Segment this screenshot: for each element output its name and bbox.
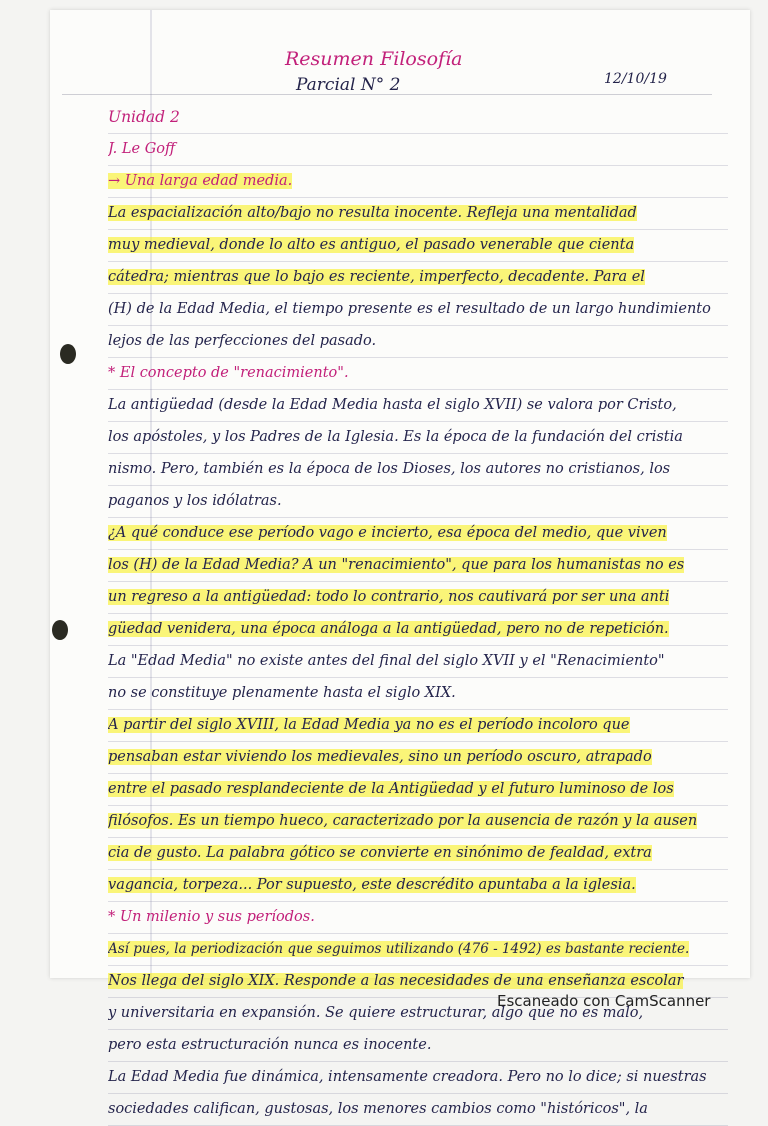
text-line <box>108 678 728 710</box>
text-line <box>108 1094 728 1126</box>
text-line-content: → Una larga edad media. <box>108 173 293 189</box>
text-line-content: güedad venidera, una época análoga a la antigüedad, pero no de repetición. <box>108 621 669 637</box>
text-line <box>108 134 728 166</box>
binder-hole <box>52 620 68 640</box>
text-line-content: no se constituye plenamente hasta el siglo XIX. <box>108 685 456 701</box>
text-line <box>108 646 728 678</box>
scanner-watermark: Escaneado con CamScanner <box>497 992 711 1010</box>
text-line <box>108 102 728 134</box>
text-line <box>108 774 728 806</box>
text-line-content: filósofos. Es un tiempo hueco, caracterizado por la ausencia de razón y la ausen <box>108 813 698 829</box>
page-title: Resumen Filosofía <box>285 48 463 70</box>
text-line <box>108 262 728 294</box>
text-line-content: (H) de la Edad Media, el tiempo presente es el resultado de un largo hundimiento <box>108 301 711 317</box>
text-line-content: cia de gusto. La palabra gótico se convierte en sinónimo de fealdad, extra <box>108 845 652 861</box>
text-line-content: La espacialización alto/bajo no resulta inocente. Refleja una mentalidad <box>108 205 637 221</box>
text-line <box>108 550 728 582</box>
text-line <box>108 870 728 902</box>
text-line-content: lejos de las perfecciones del pasado. <box>108 333 377 349</box>
text-line <box>108 518 728 550</box>
text-line-content: nismo. Pero, también es la época de los Dioses, los autores no cristianos, los <box>108 461 671 477</box>
handwritten-text-body <box>108 102 728 1126</box>
text-line <box>108 902 728 934</box>
text-line <box>108 390 728 422</box>
text-line <box>108 838 728 870</box>
text-line <box>108 326 728 358</box>
text-line <box>108 934 728 966</box>
text-line <box>108 454 728 486</box>
binder-hole <box>60 344 76 364</box>
text-line-content: La antigüedad (desde la Edad Media hasta el siglo XVII) se valora por Cristo, <box>108 397 677 413</box>
text-line-content: paganos y los idólatras. <box>108 493 282 509</box>
text-line-content: cátedra; mientras que lo bajo es reciente, imperfecto, decadente. Para el <box>108 269 645 285</box>
text-line-content: muy medieval, donde lo alto es antiguo, el pasado venerable que cienta <box>108 237 635 253</box>
text-line-content: Así pues, la periodización que seguimos utilizando (476 - 1492) es bastante reciente. <box>108 941 690 957</box>
text-line-content: pero esta estructuración nunca es inocente. <box>108 1037 432 1053</box>
text-line-content: pensaban estar viviendo los medievales, sino un período oscuro, atrapado <box>108 749 652 765</box>
text-line-content: Unidad 2 <box>108 108 180 126</box>
text-line-content: vagancia, torpeza... Por supuesto, este descrédito apuntaba a la iglesia. <box>108 877 636 893</box>
text-line <box>108 710 728 742</box>
text-line <box>108 166 728 198</box>
text-line <box>108 614 728 646</box>
text-line-content: * Un milenio y sus períodos. <box>108 909 315 925</box>
text-line <box>108 742 728 774</box>
text-line-content: J. Le Goff <box>108 141 176 157</box>
text-line-content: y universitaria en expansión. Se quiere estructurar, algo que no es malo, <box>108 1005 644 1021</box>
text-line <box>108 198 728 230</box>
text-line <box>108 1030 728 1062</box>
text-line-content: A partir del siglo XVIII, la Edad Media ya no es el período incoloro que <box>108 717 630 733</box>
text-line <box>108 486 728 518</box>
text-line-content: La Edad Media fue dinámica, intensamente creadora. Pero no lo dice; si nuestras <box>108 1069 707 1085</box>
text-line <box>108 582 728 614</box>
text-line-content: La "Edad Media" no existe antes del final del siglo XVII y el "Renacimiento" <box>108 653 665 669</box>
text-line <box>108 294 728 326</box>
text-line <box>108 358 728 390</box>
page-date: 12/10/19 <box>604 71 667 87</box>
text-line-content: * El concepto de "renacimiento". <box>108 365 349 381</box>
text-line <box>108 1062 728 1094</box>
text-line <box>108 422 728 454</box>
text-line-content: los (H) de la Edad Media? A un "renacimiento", que para los humanistas no es <box>108 557 685 573</box>
text-line-content: los apóstoles, y los Padres de la Iglesia. Es la época de la fundación del cristia <box>108 429 683 445</box>
text-line-content: entre el pasado resplandeciente de la Antigüedad y el futuro luminoso de los <box>108 781 674 797</box>
text-line-content: Nos llega del siglo XIX. Responde a las necesidades de una enseñanza escolar <box>108 973 684 989</box>
page-subtitle: Parcial N° 2 <box>296 75 401 95</box>
text-line <box>108 230 728 262</box>
text-line-content: un regreso a la antigüedad: todo lo contrario, nos cautivará por ser una anti <box>108 589 670 605</box>
text-line-content: ¿A qué conduce ese período vago e incierto, esa época del medio, que viven <box>108 525 667 541</box>
text-line-content: sociedades califican, gustosas, los menores cambios como "históricos", la <box>108 1101 648 1117</box>
text-line <box>108 806 728 838</box>
